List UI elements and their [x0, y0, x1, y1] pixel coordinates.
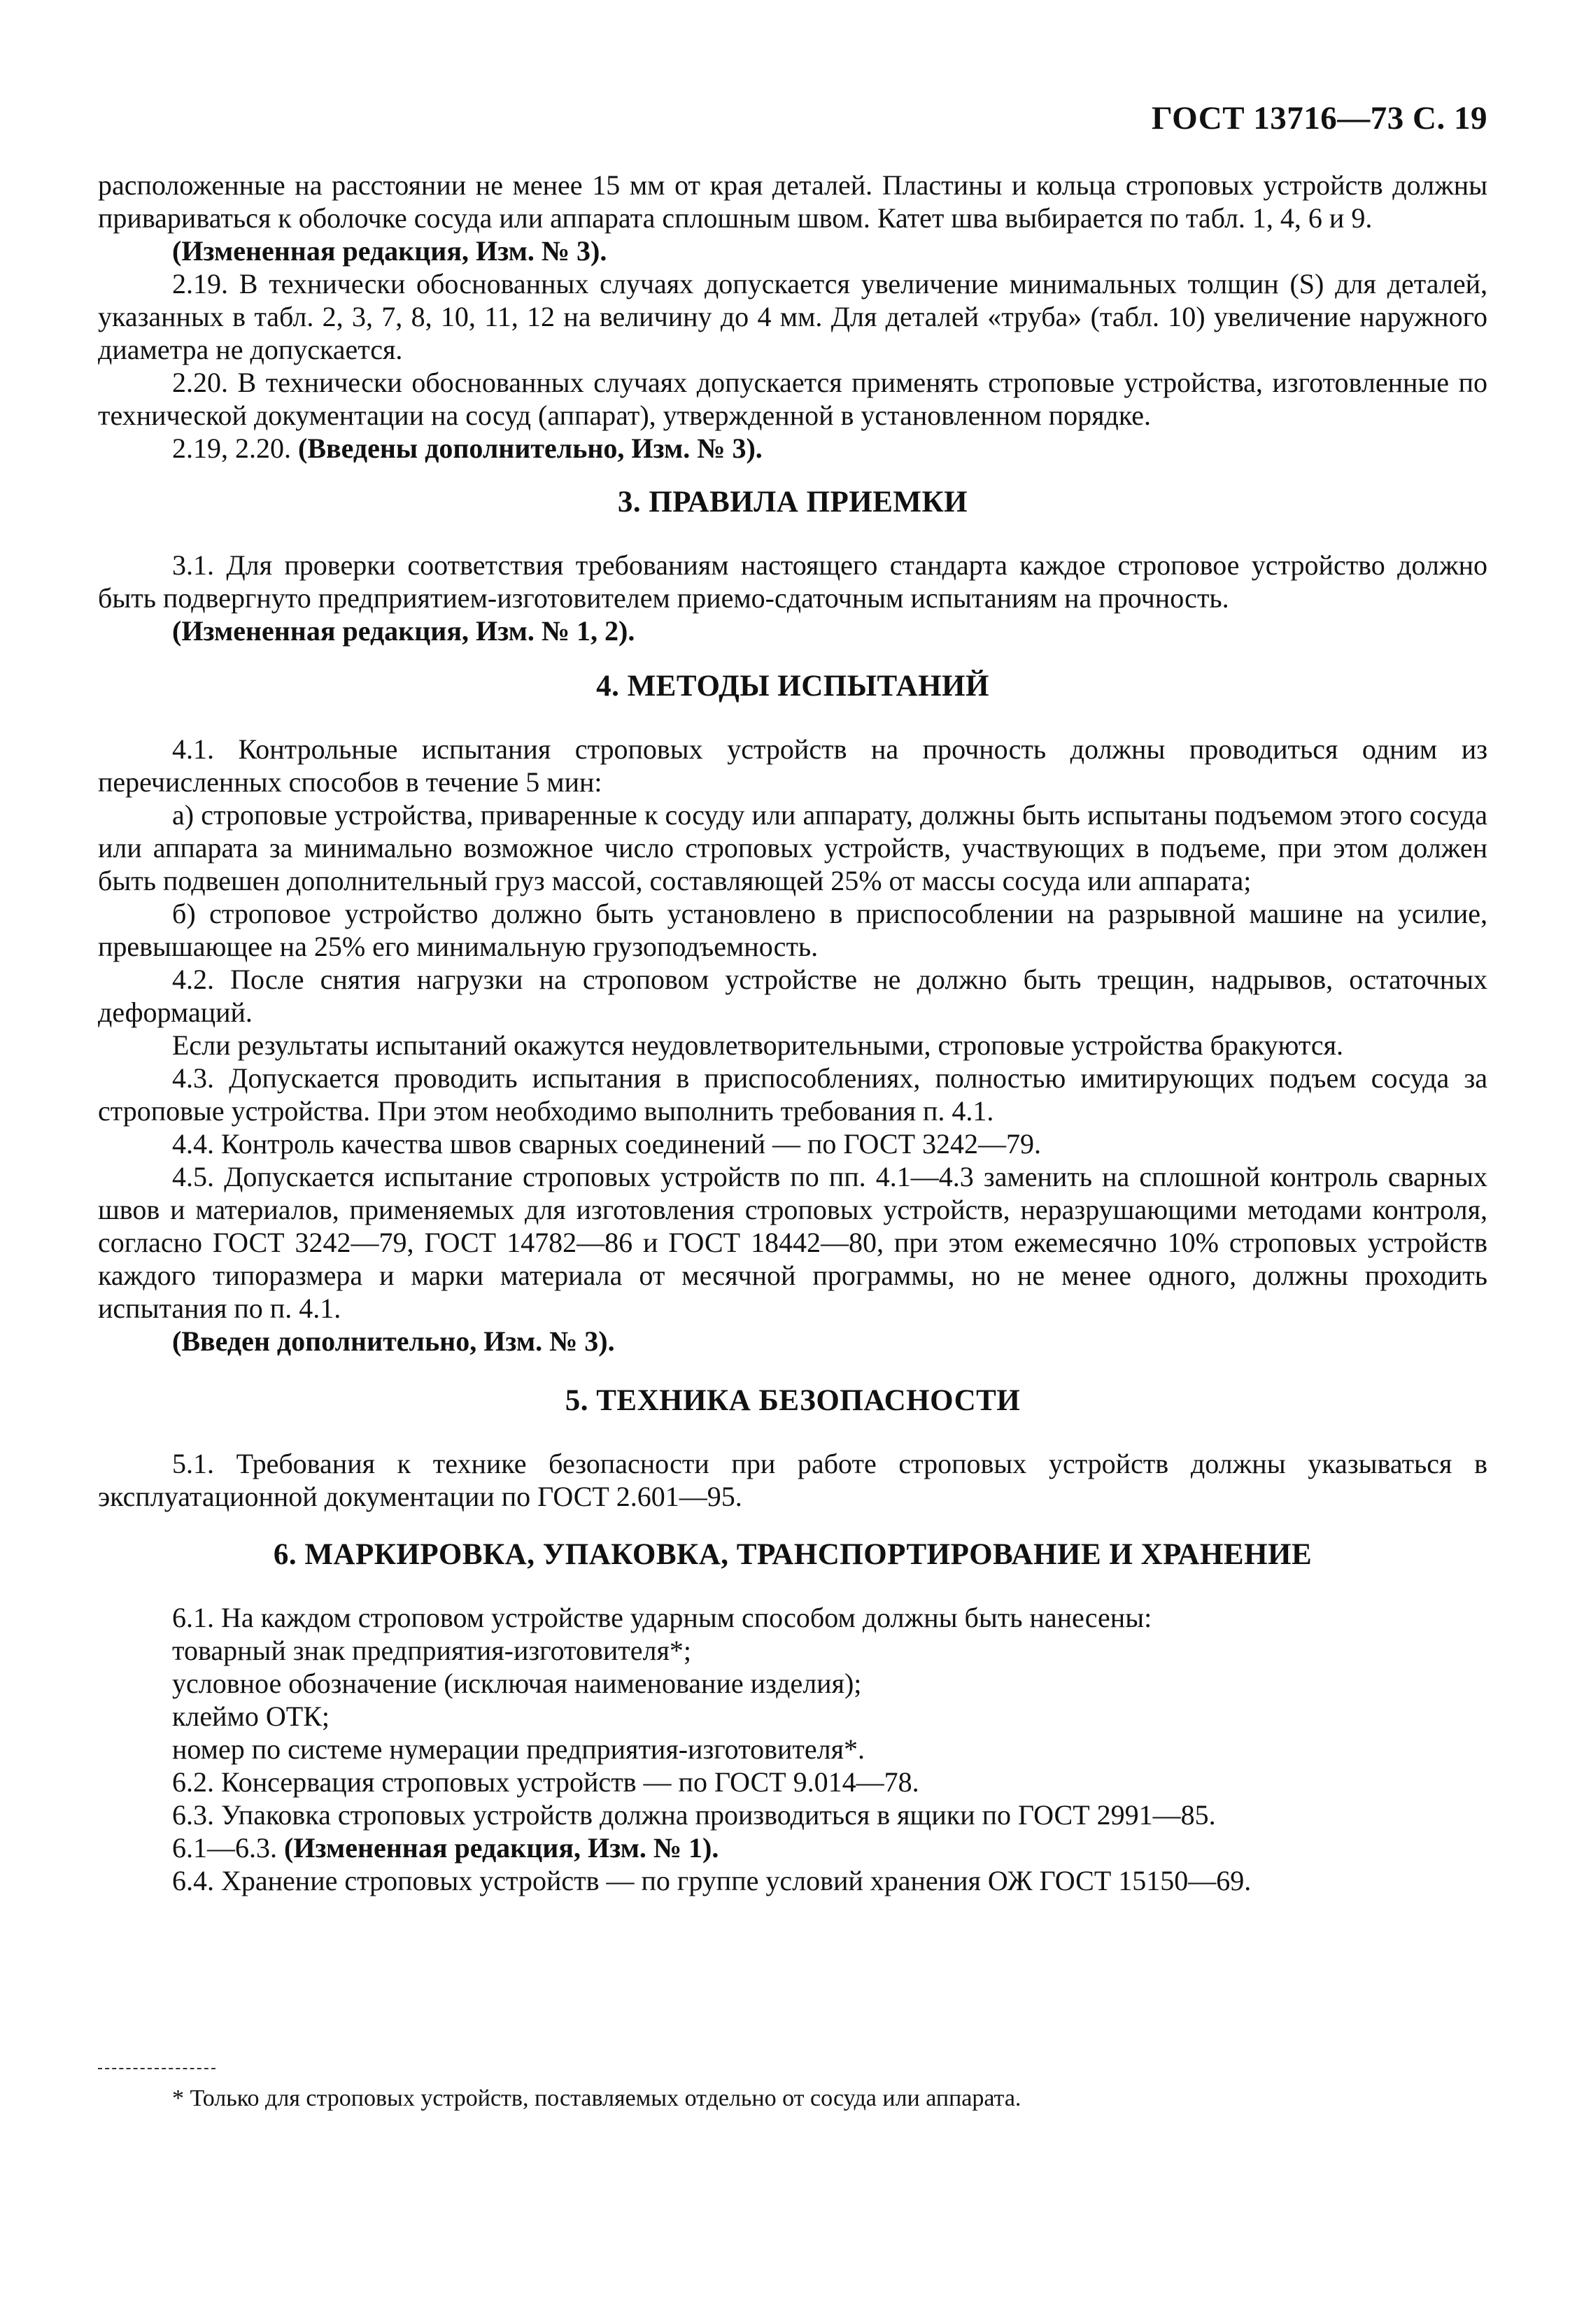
footnote-divider	[98, 2068, 215, 2069]
footnote: * Только для строповых устройств, поставляемых отдельно от сосуда или аппарата.	[172, 2085, 1021, 2111]
section-title-acceptance: 3. ПРАВИЛА ПРИЕМКИ	[617, 486, 968, 519]
document-body	[98, 169, 1487, 1897]
paragraph-5-1: 5.1. Требования к технике безопасности при работе строповых устройств должны указываться в эксплуатационной документации по ГОСТ 2.601—95.	[98, 1448, 1487, 1512]
revision-note	[98, 1831, 1487, 1864]
paragraph-4-1: 4.1. Контрольные испытания строповых устройств на прочность должны проводиться одним из перечисленных способов в течение 5 мин:	[98, 733, 1487, 798]
revision-note: (Введен дополнительно, Изм. № 3).	[172, 1325, 615, 1357]
revision-note: (Измененная редакция, Изм. № 1, 2).	[172, 615, 635, 647]
paragraph-6-1: 6.1. На каждом строповом устройстве ударным способом должны быть нанесены:	[172, 1602, 1152, 1633]
list-item: товарный знак предприятия-изготовителя*;	[172, 1635, 691, 1666]
list-item: номер по системе нумерации предприятия-изготовителя*.	[172, 1733, 865, 1765]
revision-note-bold: (Измененная редакция, Изм. № 1).	[284, 1832, 719, 1864]
paragraph-4-4: 4.4. Контроль качества швов сварных соединений — по ГОСТ 3242—79.	[172, 1128, 1042, 1160]
paragraph-2-19: 2.19. В технически обоснованных случаях допускается увеличение минимальных толщин (S) для деталей, указанных в табл. 2, 3, 7, 8, 10, 11, 12 на величину до 4 мм. Для деталей «труба» (табл. 10) увеличение наружного диаметра не допускается.	[98, 268, 1487, 365]
list-item: клеймо ОТК;	[172, 1700, 330, 1732]
paragraph-6-3: 6.3. Упаковка строповых устройств должна производиться в ящики по ГОСТ 2991—85.	[172, 1799, 1216, 1831]
revision-note	[98, 432, 1487, 465]
paragraph-6-2: 6.2. Консервация строповых устройств — по ГОСТ 9.014—78.	[172, 1766, 919, 1798]
paragraph-6-4: 6.4. Хранение строповых устройств — по группе условий хранения ОЖ ГОСТ 15150—69.	[172, 1865, 1252, 1896]
revision-note-prefix: 2.19, 2.20.	[172, 432, 298, 464]
paragraph-4-5: 4.5. Допускается испытание строповых устройств по пп. 4.1—4.3 заменить на сплошной контроль сварных швов и материалов, применяемых для изготовления строповых устройств, неразрушающими методами контроля, согласно ГОСТ 3242—79, ГОСТ 14782—86 и ГОСТ 18442—80, при этом ежемесячно 10% строповых устройств каждого типоразмера и марки материала от месячной программы, но не менее одного, должны проходить испытания по п. 4.1.	[98, 1161, 1487, 1324]
paragraph-4-2: 4.2. После снятия нагрузки на строповом устройстве не должно быть трещин, надрывов, остаточных деформаций.	[98, 964, 1487, 1028]
page-header: ГОСТ 13716—73 С. 19	[1151, 100, 1487, 136]
paragraph-4-1-b: б) строповое устройство должно быть установлено в приспособлении на разрывной машине на усилие, превышающее на 25% его минимальную грузоподъемность.	[98, 898, 1487, 962]
section-title-safety: 5. ТЕХНИКА БЕЗОПАСНОСТИ	[565, 1384, 1021, 1417]
section-title-marking: 6. МАРКИРОВКА, УПАКОВКА, ТРАНСПОРТИРОВАНИЕ И ХРАНЕНИЕ	[273, 1538, 1313, 1571]
paragraph-2-18-continued: расположенные на расстоянии не менее 15 мм от края деталей. Пластины и кольца строповых устройств должны привариваться к оболочке сосуда или аппарата сплошным швом. Катет шва выбирается по табл. 1, 4, 6 и 9.	[98, 169, 1487, 234]
section-title-test-methods: 4. МЕТОДЫ ИСПЫТАНИЙ	[596, 670, 989, 703]
paragraph-4-2-cont: Если результаты испытаний окажутся неудовлетворительными, строповые устройства бракуются.	[172, 1029, 1344, 1061]
paragraph-4-1-a: а) строповые устройства, приваренные к сосуду или аппарату, должны быть испытаны подъемом этого сосуда или аппарата за минимально возможное число строповых устройств, участвующих в подъеме, при этом должен быть подвешен дополнительный груз массой, составляющей 25% от массы сосуда или аппарата;	[98, 799, 1487, 896]
revision-note-bold: (Введены дополнительно, Изм. № 3).	[298, 432, 763, 464]
revision-note: (Измененная редакция, Изм. № 3).	[172, 235, 607, 267]
paragraph-4-3: 4.3. Допускается проводить испытания в приспособлениях, полностью имитирующих подъем сосуда за строповые устройства. При этом необходимо выполнить требования п. 4.1.	[98, 1062, 1487, 1127]
paragraph-3-1: 3.1. Для проверки соответствия требованиям настоящего стандарта каждое строповое устройство должно быть подвергнуто предприятием-изготовителем приемо-сдаточным испытаниям на прочность.	[98, 549, 1487, 614]
list-item: условное обозначение (исключая наименование изделия);	[172, 1668, 862, 1699]
revision-note-prefix: 6.1—6.3.	[172, 1832, 284, 1864]
paragraph-2-20: 2.20. В технически обоснованных случаях допускается применять строповые устройства, изготовленные по технической документации на сосуд (аппарат), утвержденной в установленном порядке.	[98, 367, 1487, 431]
